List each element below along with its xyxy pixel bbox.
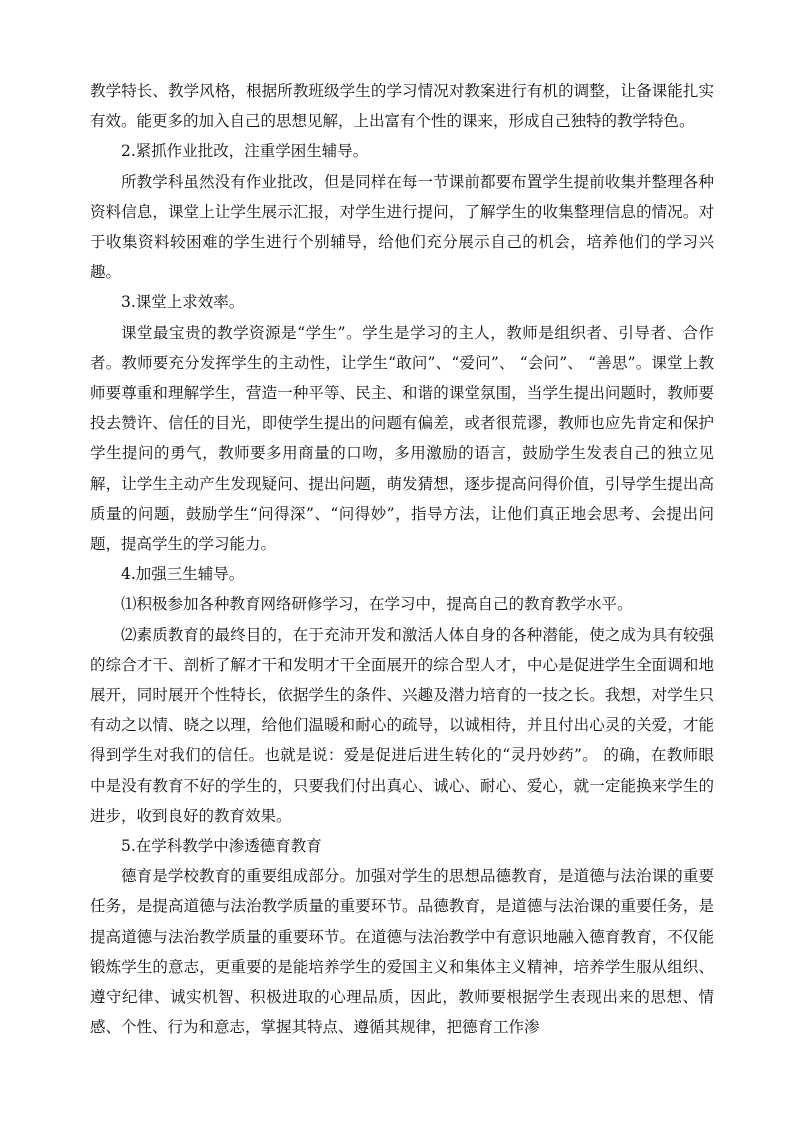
paragraph-item-2: ⑵素质教育的最终目的，在于充沛开发和激活人体自身的各种潜能，使之成为具有较强的综合才干、剖析了解才干和发明才干全面展开的综合型人才，中心是促进学生全面调和地展开，同时展开个性特长，依据学生的条件、兴趣及潜力培育的一技之长。我想，对学生只有动之以情、晓之以理，给他们温暖和耐心的疏导，以诚相待，并且付出心灵的关爱，才能得到学生对我们的信任。也就是说：爱是促进后进生转化的“灵丹妙药”。 的确，在教师眼中是没有教育不好的学生的，只要我们付出真心、诚心、耐心、爱心，就一定能换来学生的进步，收到良好的教育效果。 bbox=[90, 625, 714, 825]
section-heading-2: 2.紧抓作业批改，注重学困生辅导。 bbox=[121, 142, 369, 161]
document-body bbox=[90, 76, 714, 1043]
section-heading-4: 4.加强三生辅导。 bbox=[121, 565, 245, 584]
paragraph-classroom-efficiency: 课堂最宝贵的教学资源是“学生”。学生是学习的主人，教师是组织者、引导者、合作者。教师要充分发挥学生的主动性，让学生“敢问”、“爱问”、 “会问”、 “善思”。课堂上教师要尊重和理解学生，营造一种平等、民主、和谐的课堂氛围，当学生提出问题时，教师要投去赞许、信任的目光，即使学生提出的问题有偏差，或者很荒谬，教师也应先肯定和保护学生提问的勇气，教师要多用商量的口吻，多用激励的语言，鼓励学生发表自己的独立见解，让学生主动产生发现疑问、提出问题，萌发猜想，逐步提高问得价值，引导学生提出高质量的问题，鼓励学生“问得深”、“问得妙”，指导方法，让他们真正地会思考、会提出问题，提高学生的学习能力。 bbox=[90, 323, 714, 554]
paragraph-moral-education: 德育是学校教育的重要组成部分。加强对学生的思想品德教育，是道德与法治课的重要任务，是提高道德与法治教学质量的重要环节。品德教育，是道德与法治课的重要任务，是提高道德与法治教学质量的重要环节。在道德与法治教学中有意识地融入德育教育，不仅能锻炼学生的意志，更重要的是能培养学生的爱国主义和集体主义精神，培养学生服从组织、遵守纪律、诚实机智、积极进取的心理品质，因此，教师要根据学生表现出来的思想、情感、个性、行为和意志，掌握其特点、遵循其规律，把德育工作渗 bbox=[90, 867, 714, 1037]
section-heading-5: 5.在学科教学中渗透德育教育 bbox=[121, 837, 322, 856]
section-heading-3: 3.课堂上求效率。 bbox=[121, 293, 245, 312]
paragraph-homework: 所教学科虽然没有作业批改，但是同样在每一节课前都要布置学生提前收集并整理各种资料信息，课堂上让学生展示汇报，对学生进行提问，了解学生的收集整理信息的情况。对于收集资料较困难的学生进行个别辅导，给他们充分展示自己的机会，培养他们的学习兴趣。 bbox=[90, 172, 714, 282]
paragraph-continuation: 教学特长、教学风格，根据所教班级学生的学习情况对教案进行有机的调整，让备课能扎实有效。能更多的加入自己的思想见解，上出富有个性的课来，形成自己独特的教学特色。 bbox=[90, 82, 714, 131]
paragraph-item-1: ⑴积极参加各种教育网络研修学习，在学习中，提高自己的教育教学水平。 bbox=[121, 595, 633, 614]
